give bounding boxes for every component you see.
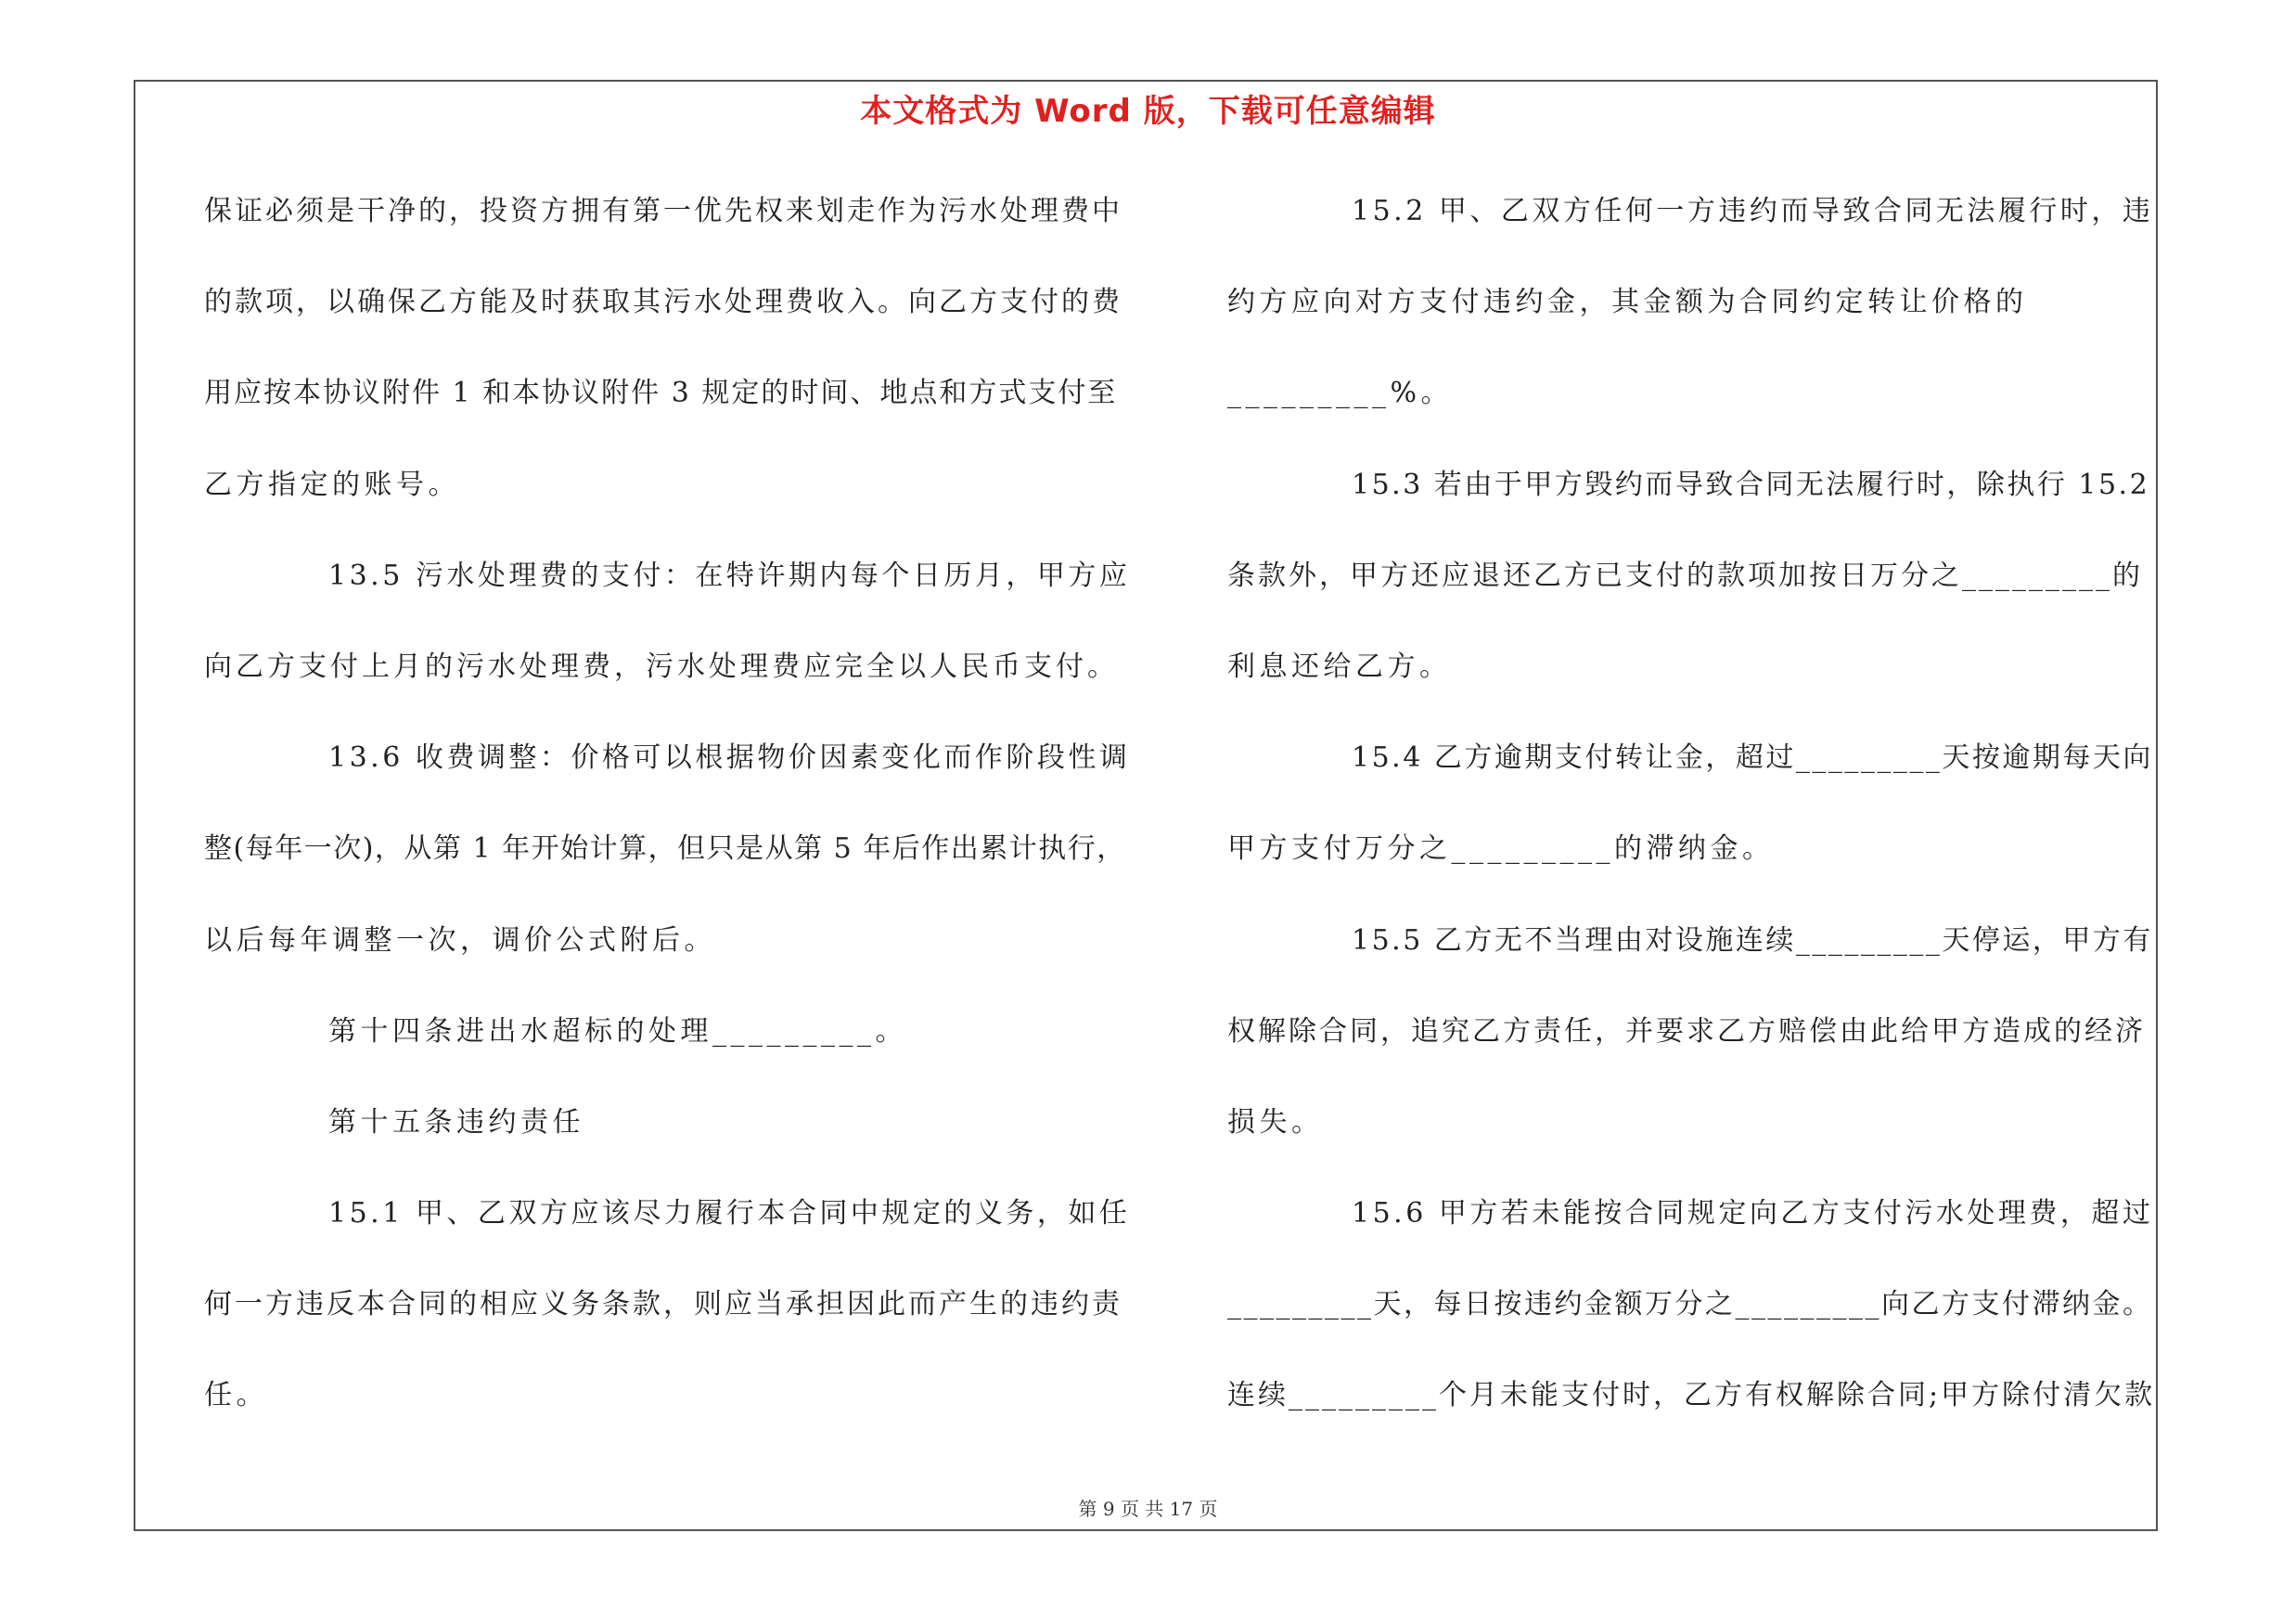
right-column	[1227, 181, 2156, 1457]
text-line: 向乙方支付上月的污水处理费，污水处理费应完全以人民币支付。	[204, 650, 1119, 683]
text-line: 15.5 乙方无不当理由对设施连续_________天停运，甲方有	[1352, 923, 2153, 957]
text-line: 第十五条违约责任	[328, 1105, 584, 1139]
text-line: 损失。	[1227, 1105, 1324, 1139]
left-column	[204, 181, 1131, 1457]
text-line: 连续_________个月未能支付时，乙方有权解除合同;甲方除付清欠款	[1227, 1379, 2156, 1412]
text-line: 的款项，以确保乙方能及时获取其污水处理费收入。向乙方支付的费	[204, 286, 1122, 319]
text-line: 约方应向对方支付违约金，其金额为合同约定转让价格的	[1227, 286, 2028, 319]
text-line: 13.5 污水处理费的支付：在特许期内每个日历月，甲方应	[328, 559, 1131, 592]
page-number-footer: 第 9 页 共 17 页	[1078, 1498, 1218, 1520]
text-line: 15.3 若由于甲方毁约而导致合同无法履行时，除执行 15.2	[1352, 468, 2150, 501]
text-line: 何一方违反本合同的相应义务条款，则应当承担因此而产生的违约责	[204, 1288, 1122, 1321]
text-line: 条款外，甲方还应退还乙方已支付的款项加按日万分之_________的	[1227, 559, 2143, 592]
text-line: 任。	[204, 1379, 268, 1412]
text-line: 15.6 甲方若未能按合同规定向乙方支付污水处理费，超过	[1352, 1197, 2154, 1230]
text-line: 利息还给乙方。	[1227, 650, 1452, 683]
text-line: 15.4 乙方逾期支付转让金，超过_________天按逾期每天向	[1352, 741, 2153, 775]
text-line: _________天，每日按违约金额万分之_________向乙方支付滞纳金。	[1227, 1288, 2153, 1321]
text-line: 用应按本协议附件 1 和本协议附件 3 规定的时间、地点和方式支付至	[204, 377, 1118, 410]
text-line: 权解除合同，追究乙方责任，并要求乙方赔偿由此给甲方造成的经济	[1227, 1014, 2146, 1048]
text-line: 整(每年一次)，从第 1 年开始计算，但只是从第 5 年后作出累计执行，	[204, 832, 1126, 866]
text-line: 第十四条进出水超标的处理_________。	[328, 1014, 907, 1048]
text-line: 保证必须是干净的，投资方拥有第一优先权来划走作为污水处理费中	[204, 195, 1122, 227]
format-banner: 本文格式为 Word 版，下载可任意编辑	[860, 93, 1436, 130]
text-line: 以后每年调整一次，调价公式附后。	[204, 923, 716, 957]
text-line: 甲方支付万分之_________的滞纳金。	[1227, 832, 1775, 866]
text-line: 15.1 甲、乙双方应该尽力履行本合同中规定的义务，如任	[328, 1197, 1131, 1230]
text-line: 乙方指定的账号。	[204, 468, 460, 501]
text-line: 13.6 收费调整：价格可以根据物价因素变化而作阶段性调	[328, 741, 1131, 775]
text-line: 15.2 甲、乙双方任何一方违约而导致合同无法履行时，违	[1352, 195, 2154, 227]
text-line: _________%。	[1227, 377, 1454, 410]
